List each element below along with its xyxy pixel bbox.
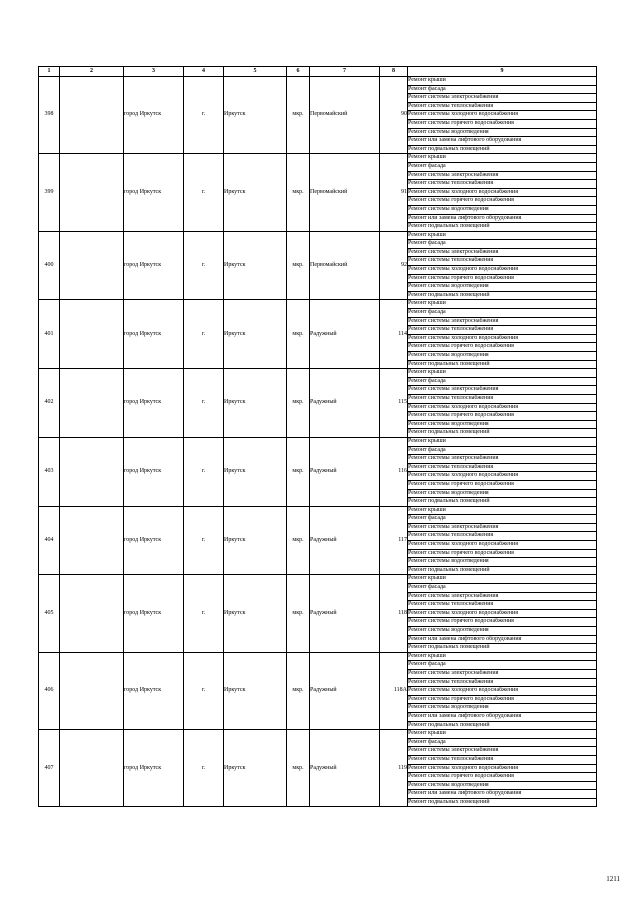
- repair-work-item: Ремонт системы электроснабжения: [408, 248, 597, 257]
- municipality-name: город Иркутск: [124, 730, 184, 807]
- repair-work-item: Ремонт подвальных помещений: [408, 360, 597, 369]
- district-type: мкр.: [287, 231, 310, 300]
- district-name: Первомайский: [310, 231, 380, 300]
- repair-work-item: Ремонт системы водоотведения: [408, 627, 597, 636]
- repair-work-item: Ремонт системы электроснабжения: [408, 386, 597, 395]
- district-type: мкр.: [287, 154, 310, 231]
- repair-work-item: Ремонт фасада: [408, 85, 597, 94]
- settlement-name: Иркутск: [224, 154, 287, 231]
- repair-work-item: Ремонт подвальных помещений: [408, 721, 597, 730]
- repair-work-item: Ремонт фасада: [408, 446, 597, 455]
- repair-work-item: Ремонт системы электроснабжения: [408, 747, 597, 756]
- district-name: Радужный: [310, 506, 380, 575]
- district-name: Радужный: [310, 300, 380, 369]
- repair-work-item: Ремонт системы горячего водоснабжения: [408, 618, 597, 627]
- repair-work-item: Ремонт крыши: [408, 369, 597, 378]
- settlement-name: Иркутск: [224, 506, 287, 575]
- registry-table: [38, 66, 597, 807]
- repair-work-item: Ремонт или замена лифтового оборудования: [408, 712, 597, 721]
- repair-work-item: Ремонт системы холодного водоснабжения: [408, 764, 597, 773]
- repair-work-item: Ремонт системы горячего водоснабжения: [408, 549, 597, 558]
- repair-work-item: Ремонт или замена лифтового оборудования: [408, 137, 597, 146]
- repair-work-item: Ремонт фасада: [408, 661, 597, 670]
- repair-work-item: Ремонт крыши: [408, 652, 597, 661]
- repair-work-item: Ремонт системы холодного водоснабжения: [408, 266, 597, 275]
- settlement-name: Иркутск: [224, 652, 287, 729]
- repair-work-item: Ремонт системы горячего водоснабжения: [408, 343, 597, 352]
- house-number: 115: [380, 369, 408, 438]
- repair-work-item: Ремонт фасада: [408, 738, 597, 747]
- repair-work-item: Ремонт крыши: [408, 575, 597, 584]
- repair-work-item: Ремонт системы электроснабжения: [408, 669, 597, 678]
- municipality-name: город Иркутск: [124, 369, 184, 438]
- repair-work-item: Ремонт фасада: [408, 162, 597, 171]
- repair-work-item: Ремонт системы теплоснабжения: [408, 601, 597, 610]
- repair-work-item: Ремонт системы электроснабжения: [408, 455, 597, 464]
- column-header: 4: [184, 67, 224, 77]
- house-number: 119: [380, 730, 408, 807]
- empty-cell: [60, 231, 124, 300]
- repair-work-item: Ремонт крыши: [408, 730, 597, 739]
- settlement-type: г.: [184, 231, 224, 300]
- repair-work-item: Ремонт системы электроснабжения: [408, 94, 597, 103]
- repair-work-item: Ремонт крыши: [408, 77, 597, 86]
- settlement-name: Иркутск: [224, 300, 287, 369]
- repair-work-item: Ремонт крыши: [408, 506, 597, 515]
- repair-work-item: Ремонт или замена лифтового оборудования: [408, 790, 597, 799]
- repair-work-item: Ремонт или замена лифтового оборудования: [408, 635, 597, 644]
- repair-work-item: Ремонт системы теплоснабжения: [408, 326, 597, 335]
- record-number: 405: [39, 575, 60, 652]
- table-row: [39, 154, 597, 163]
- district-name: Радужный: [310, 730, 380, 807]
- district-type: мкр.: [287, 506, 310, 575]
- table-row: [39, 575, 597, 584]
- settlement-type: г.: [184, 369, 224, 438]
- repair-work-item: Ремонт системы электроснабжения: [408, 317, 597, 326]
- repair-work-item: Ремонт системы горячего водоснабжения: [408, 274, 597, 283]
- municipality-name: город Иркутск: [124, 506, 184, 575]
- repair-work-item: Ремонт системы электроснабжения: [408, 592, 597, 601]
- repair-work-item: Ремонт системы горячего водоснабжения: [408, 480, 597, 489]
- repair-work-item: Ремонт системы водоотведения: [408, 704, 597, 713]
- municipality-name: город Иркутск: [124, 77, 184, 154]
- repair-work-item: Ремонт крыши: [408, 231, 597, 240]
- district-type: мкр.: [287, 300, 310, 369]
- municipality-name: город Иркутск: [124, 652, 184, 729]
- house-number: 92: [380, 231, 408, 300]
- empty-cell: [60, 77, 124, 154]
- repair-work-item: Ремонт фасада: [408, 515, 597, 524]
- repair-work-item: Ремонт системы холодного водоснабжения: [408, 403, 597, 412]
- house-number: 118: [380, 575, 408, 652]
- repair-work-item: Ремонт подвальных помещений: [408, 798, 597, 807]
- municipality-name: город Иркутск: [124, 300, 184, 369]
- repair-work-item: Ремонт системы водоотведения: [408, 558, 597, 567]
- table-row: [39, 77, 597, 86]
- column-header: 1: [39, 67, 60, 77]
- repair-work-item: Ремонт системы водоотведения: [408, 128, 597, 137]
- district-type: мкр.: [287, 730, 310, 807]
- repair-work-item: Ремонт системы теплоснабжения: [408, 755, 597, 764]
- house-number: 91: [380, 154, 408, 231]
- empty-cell: [60, 300, 124, 369]
- house-number: 117: [380, 506, 408, 575]
- house-number: 118А: [380, 652, 408, 729]
- house-number: 116: [380, 437, 408, 506]
- settlement-name: Иркутск: [224, 369, 287, 438]
- district-type: мкр.: [287, 652, 310, 729]
- empty-cell: [60, 652, 124, 729]
- repair-work-item: Ремонт фасада: [408, 309, 597, 318]
- record-number: 400: [39, 231, 60, 300]
- repair-work-item: Ремонт системы теплоснабжения: [408, 180, 597, 189]
- repair-work-item: Ремонт системы горячего водоснабжения: [408, 773, 597, 782]
- header-row: [39, 67, 597, 77]
- empty-cell: [60, 575, 124, 652]
- empty-cell: [60, 730, 124, 807]
- repair-work-item: Ремонт подвальных помещений: [408, 223, 597, 232]
- record-number: 403: [39, 437, 60, 506]
- record-number: 407: [39, 730, 60, 807]
- repair-work-item: Ремонт фасада: [408, 240, 597, 249]
- repair-work-item: Ремонт или замена лифтового оборудования: [408, 214, 597, 223]
- repair-work-item: Ремонт системы горячего водоснабжения: [408, 197, 597, 206]
- column-header: 3: [124, 67, 184, 77]
- record-number: 399: [39, 154, 60, 231]
- record-number: 404: [39, 506, 60, 575]
- municipality-name: город Иркутск: [124, 231, 184, 300]
- repair-work-item: Ремонт подвальных помещений: [408, 145, 597, 154]
- table-body: [39, 77, 597, 807]
- repair-work-item: Ремонт системы водоотведения: [408, 420, 597, 429]
- repair-work-item: Ремонт системы теплоснабжения: [408, 394, 597, 403]
- municipality-name: город Иркутск: [124, 437, 184, 506]
- repair-work-item: Ремонт системы горячего водоснабжения: [408, 119, 597, 128]
- table-row: [39, 506, 597, 515]
- municipality-name: город Иркутск: [124, 154, 184, 231]
- repair-work-item: Ремонт системы холодного водоснабжения: [408, 111, 597, 120]
- repair-work-item: Ремонт системы водоотведения: [408, 489, 597, 498]
- repair-work-item: Ремонт системы водоотведения: [408, 781, 597, 790]
- record-number: 398: [39, 77, 60, 154]
- empty-cell: [60, 154, 124, 231]
- repair-work-item: Ремонт фасада: [408, 584, 597, 593]
- settlement-name: Иркутск: [224, 575, 287, 652]
- repair-work-item: Ремонт системы теплоснабжения: [408, 257, 597, 266]
- settlement-type: г.: [184, 506, 224, 575]
- repair-work-item: Ремонт подвальных помещений: [408, 291, 597, 300]
- table-row: [39, 730, 597, 739]
- district-name: Первомайский: [310, 77, 380, 154]
- settlement-name: Иркутск: [224, 730, 287, 807]
- settlement-name: Иркутск: [224, 437, 287, 506]
- repair-work-item: Ремонт системы холодного водоснабжения: [408, 687, 597, 696]
- repair-work-item: Ремонт системы электроснабжения: [408, 171, 597, 180]
- repair-work-item: Ремонт подвальных помещений: [408, 644, 597, 653]
- repair-work-item: Ремонт системы водоотведения: [408, 352, 597, 361]
- district-name: Радужный: [310, 575, 380, 652]
- municipality-name: город Иркутск: [124, 575, 184, 652]
- district-name: Радужный: [310, 652, 380, 729]
- repair-work-item: Ремонт системы холодного водоснабжения: [408, 541, 597, 550]
- repair-work-item: Ремонт фасада: [408, 377, 597, 386]
- repair-work-item: Ремонт системы холодного водоснабжения: [408, 609, 597, 618]
- empty-cell: [60, 369, 124, 438]
- settlement-type: г.: [184, 730, 224, 807]
- record-number: 402: [39, 369, 60, 438]
- record-number: 401: [39, 300, 60, 369]
- repair-work-item: Ремонт системы теплоснабжения: [408, 102, 597, 111]
- column-header: 9: [408, 67, 597, 77]
- house-number: 90: [380, 77, 408, 154]
- house-number: 114: [380, 300, 408, 369]
- settlement-type: г.: [184, 154, 224, 231]
- table-row: [39, 300, 597, 309]
- district-name: Первомайский: [310, 154, 380, 231]
- column-header: 6: [287, 67, 310, 77]
- repair-work-item: Ремонт системы холодного водоснабжения: [408, 334, 597, 343]
- repair-work-item: Ремонт крыши: [408, 437, 597, 446]
- repair-work-item: Ремонт системы водоотведения: [408, 205, 597, 214]
- repair-work-item: Ремонт системы теплоснабжения: [408, 463, 597, 472]
- district-type: мкр.: [287, 575, 310, 652]
- settlement-type: г.: [184, 77, 224, 154]
- empty-cell: [60, 437, 124, 506]
- district-name: Радужный: [310, 369, 380, 438]
- district-name: Радужный: [310, 437, 380, 506]
- empty-cell: [60, 506, 124, 575]
- table-row: [39, 369, 597, 378]
- repair-work-item: Ремонт системы водоотведения: [408, 283, 597, 292]
- settlement-type: г.: [184, 575, 224, 652]
- column-header: 2: [60, 67, 124, 77]
- district-type: мкр.: [287, 437, 310, 506]
- settlement-name: Иркутск: [224, 231, 287, 300]
- repair-work-item: Ремонт крыши: [408, 154, 597, 163]
- page-number: 1211: [606, 875, 620, 883]
- repair-work-item: Ремонт системы теплоснабжения: [408, 532, 597, 541]
- repair-work-item: Ремонт крыши: [408, 300, 597, 309]
- repair-work-item: Ремонт системы горячего водоснабжения: [408, 412, 597, 421]
- table-row: [39, 437, 597, 446]
- repair-work-item: Ремонт системы электроснабжения: [408, 523, 597, 532]
- column-header: 5: [224, 67, 287, 77]
- settlement-type: г.: [184, 300, 224, 369]
- column-header: 8: [380, 67, 408, 77]
- district-type: мкр.: [287, 369, 310, 438]
- table-row: [39, 231, 597, 240]
- repair-work-item: Ремонт системы холодного водоснабжения: [408, 472, 597, 481]
- repair-work-item: Ремонт подвальных помещений: [408, 498, 597, 507]
- repair-work-item: Ремонт подвальных помещений: [408, 429, 597, 438]
- repair-work-item: Ремонт системы горячего водоснабжения: [408, 695, 597, 704]
- record-number: 406: [39, 652, 60, 729]
- settlement-type: г.: [184, 437, 224, 506]
- repair-work-item: Ремонт подвальных помещений: [408, 566, 597, 575]
- column-header: 7: [310, 67, 380, 77]
- repair-work-item: Ремонт системы теплоснабжения: [408, 678, 597, 687]
- repair-work-item: Ремонт системы холодного водоснабжения: [408, 188, 597, 197]
- table-row: [39, 652, 597, 661]
- settlement-name: Иркутск: [224, 77, 287, 154]
- district-type: мкр.: [287, 77, 310, 154]
- settlement-type: г.: [184, 652, 224, 729]
